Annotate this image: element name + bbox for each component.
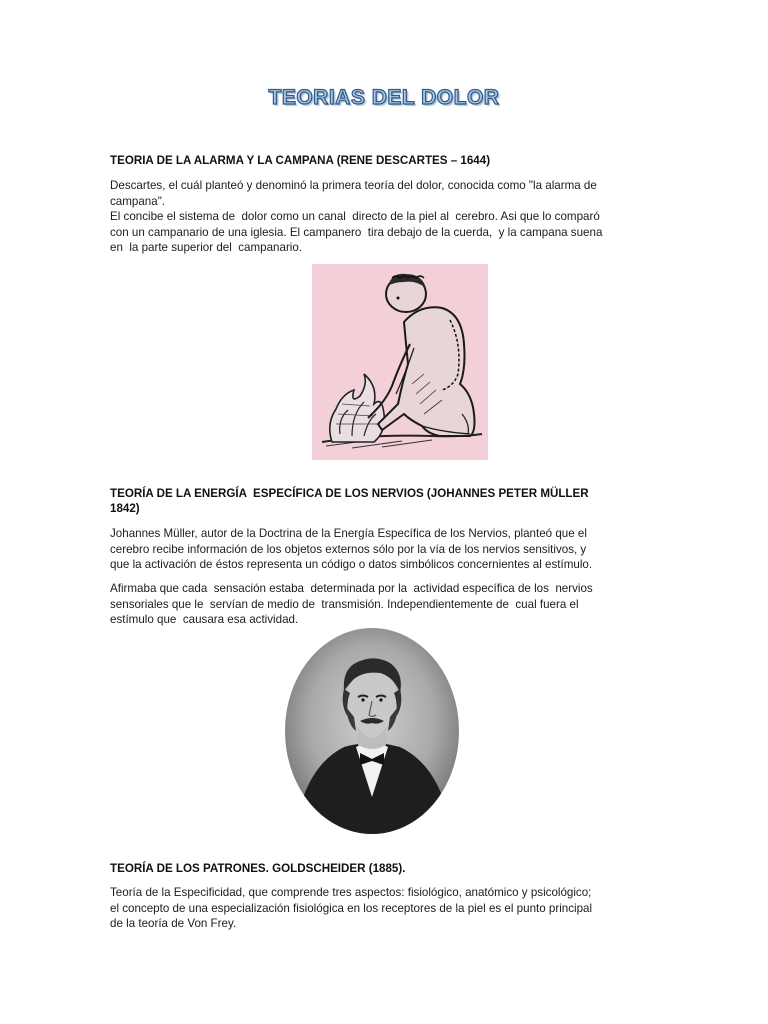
section-text-descartes [110,178,660,256]
text-line: Johannes Müller, autor de la Doctrina de la Energía Específica de los Nervios, planteó que el [110,527,587,540]
section-text-muller-2 [110,581,660,628]
text-line: en la parte superior del campanario. [110,241,303,254]
section-heading-goldscheider: TEORÍA DE LOS PATRONES. GOLDSCHEIDER (1885). [110,862,406,875]
text-line: estímulo que causara esa actividad. [110,613,299,626]
heading-line: TEORÍA DE LA ENERGÍA ESPECÍFICA DE LOS NERVIOS (JOHANNES PETER MÜLLER [110,487,589,500]
text-line: de la teoría de Von Frey. [110,917,237,930]
text-line: El concibe el sistema de dolor como un canal directo de la piel al cerebro. Asi que lo comparó [110,210,600,223]
text-line: Afirmaba que cada sensación estaba determinada por la actividad específica de los nervios [110,582,593,595]
section-heading-descartes: TEORIA DE LA ALARMA Y LA CAMPANA (RENE DESCARTES – 1644) [110,154,491,167]
section-text-goldscheider [110,885,660,932]
text-line: Descartes, el cuál planteó y denominó la primera teoría del dolor, conocida como "la alarma de [110,179,597,192]
text-line: Teoría de la Especificidad, que comprende tres aspectos: fisiológico, anatómico y psicológico; [110,886,592,899]
section-text-muller-1 [110,526,660,573]
section-heading-muller [110,486,650,516]
heading-line: 1842) [110,502,140,515]
muller-portrait [284,627,460,835]
text-line: cerebro recibe información de los objetos externos sólo por la vía de los nervios sensitivos, y [110,542,587,556]
descartes-pain-illustration [312,264,488,460]
text-line: el concepto de una especialización fisiológica en los receptores de la piel es el punto principal [110,901,593,915]
page-title: TEORIAS DEL DOLOR [268,86,500,109]
text-line: campana". [110,194,166,208]
text-line: que la activación de éstos representa un código o datos simbólicos concernientes al estímulo. [110,558,593,571]
text-line: sensoriales que le servían de medio de transmisión. Independientemente de cual fuera el [110,597,579,611]
text-line: con un campanario de una iglesia. El campanero tira debajo de la cuerda, y la campana suena [110,225,603,239]
